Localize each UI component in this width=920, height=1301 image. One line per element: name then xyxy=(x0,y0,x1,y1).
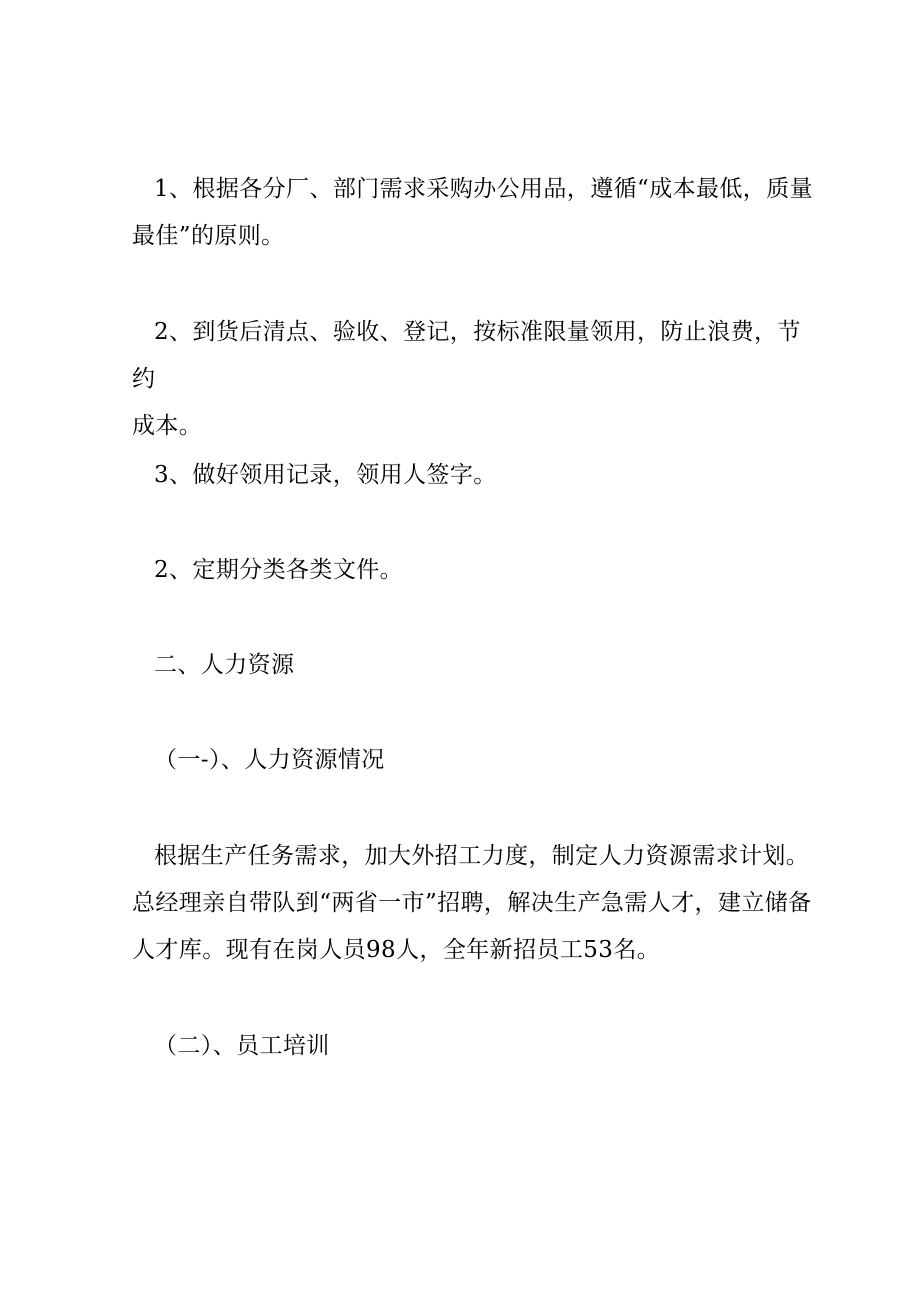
section-heading-hr xyxy=(132,642,814,689)
text-line: 根据生产任务需求，加大外招工力度，制定人力资源需求计划。 xyxy=(154,843,810,869)
text-line: 最佳”的原则。 xyxy=(132,223,285,249)
paragraph-hr-status xyxy=(132,833,814,974)
text-line: 1、根据各分厂、部门需求采购办公用品，遵循“成本最低，质量 xyxy=(154,176,813,202)
text-line: 二、人力资源 xyxy=(154,652,295,678)
text-line: 3、做好领用记录，领用人签字。 xyxy=(154,462,497,488)
text-line: （二）、员工培训 xyxy=(154,1033,330,1059)
text-line: 总经理亲自带队到“两省一市”招聘，解决生产急需人才，建立储备 xyxy=(132,890,812,916)
paragraph-records xyxy=(132,452,814,499)
text-line: 人才库。现有在岗人员98人，全年新招员工53名。 xyxy=(132,937,661,963)
subsection-heading-training xyxy=(132,1023,814,1070)
paragraph-filing xyxy=(132,547,814,594)
text-line: 2、到货后清点、验收、登记，按标准限量领用，防止浪费，节约 xyxy=(132,319,801,392)
text-line: 2、定期分类各类文件。 xyxy=(154,557,404,583)
subsection-heading-hr-status xyxy=(132,737,814,784)
paragraph-procurement xyxy=(132,166,814,260)
paragraph-receiving xyxy=(132,309,814,450)
text-line: 成本。 xyxy=(132,413,203,439)
text-line: （一-）、人力资源情况 xyxy=(154,747,385,773)
